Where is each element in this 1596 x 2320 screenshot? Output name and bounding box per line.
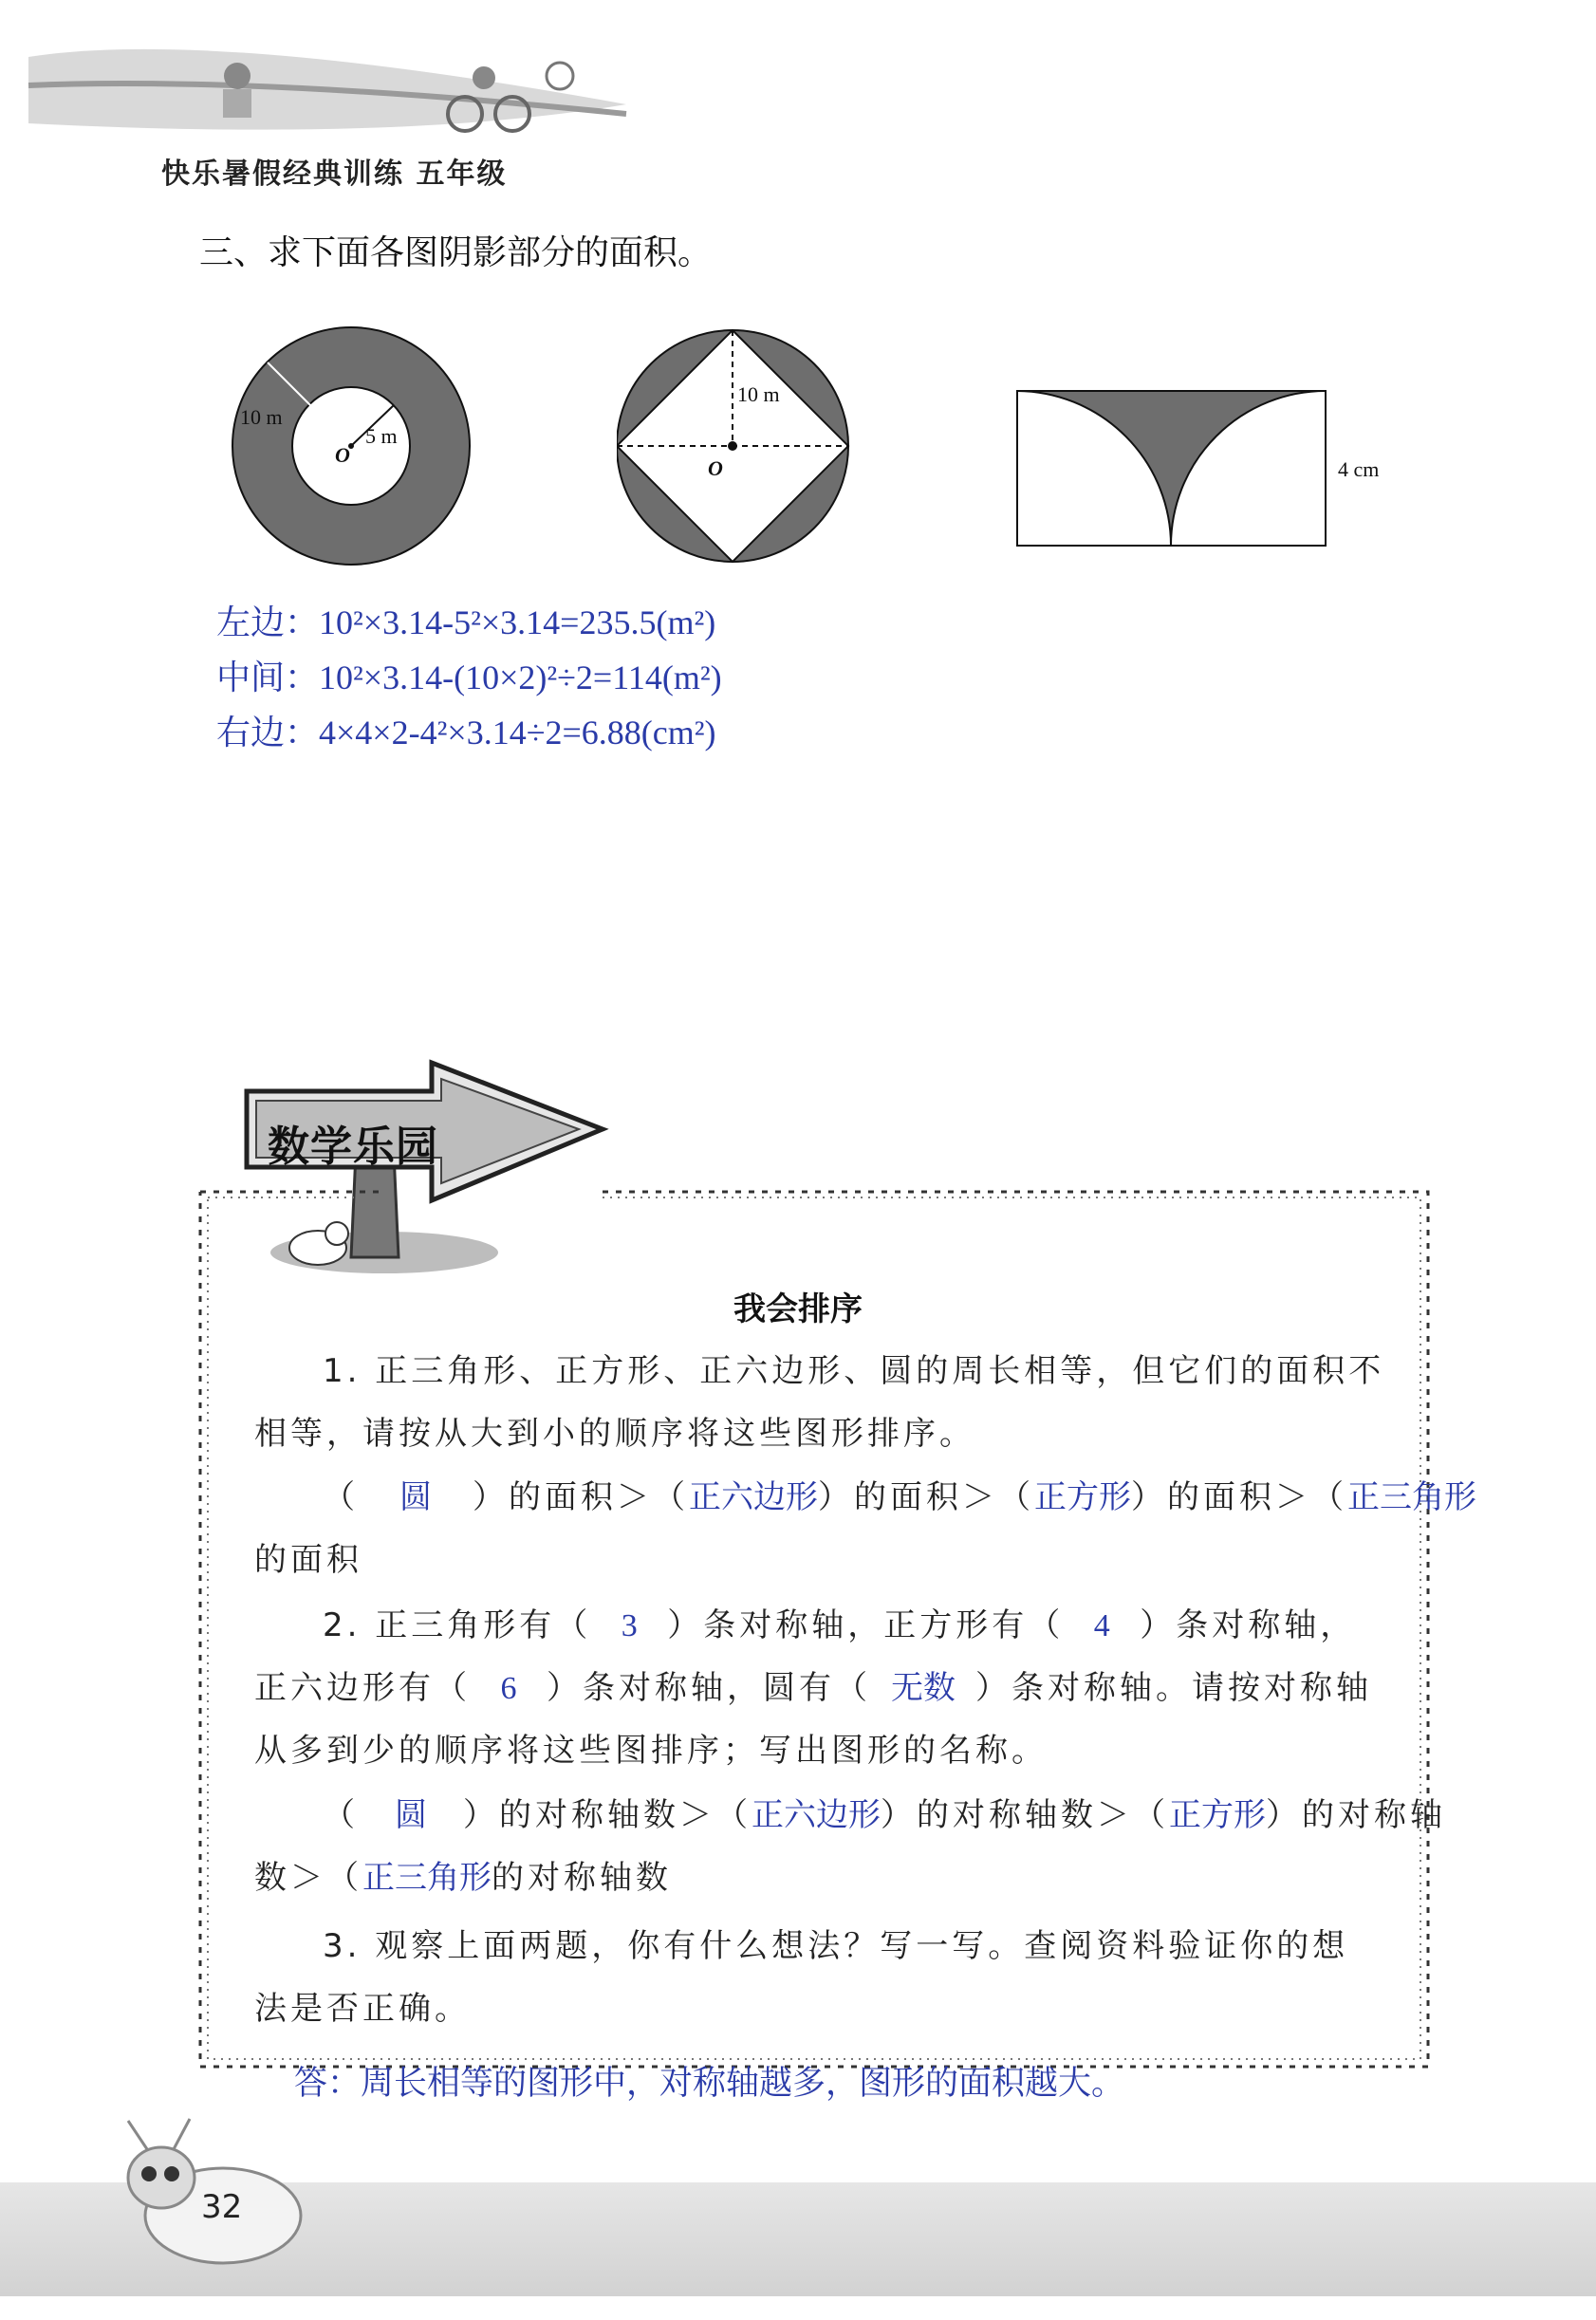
q3-answer: 答：周长相等的图形中，对称轴越多，图形的面积越大。: [294, 2065, 1125, 2103]
q1-fill-2: 正六边形: [689, 1480, 818, 1515]
section-title: 三、求下面各图阴影部分的面积。: [199, 233, 713, 272]
figure-annulus: [223, 318, 479, 574]
q2-fill-circle-axes: 无数: [891, 1671, 956, 1706]
q3-line1: 3. 观察上面两题，你有什么想法？写一写。查阅资料验证你的想: [323, 1927, 1349, 1965]
inner-radius-label: 5 m: [365, 424, 398, 448]
radius-label: 10 m: [737, 382, 780, 406]
q1-fill-4: 正三角形: [1347, 1480, 1476, 1515]
q2-order-2: 正六边形: [752, 1798, 881, 1833]
q2-ordering-cont: 数＞（正三角形的对称轴数: [254, 1859, 672, 1897]
puzzle-title: 我会排序: [733, 1290, 863, 1328]
page-number: 32: [201, 2188, 243, 2226]
q1-fill-1: 圆: [399, 1480, 432, 1515]
q2-order-3: 正方形: [1169, 1798, 1266, 1833]
q2-fill-hexagon-axes: 6: [500, 1671, 517, 1706]
answer-middle: 中间：10²×3.14-(10×2)²÷2=114(m²): [216, 659, 722, 696]
q2-order-4: 正三角形: [362, 1861, 492, 1896]
q3-line2: 法是否正确。: [254, 1990, 471, 2028]
q2-line2: 正六边形有（ 6 ）条对称轴，圆有（ 无数 ）条对称轴。请按对称轴: [254, 1657, 1372, 1720]
height-label: 4 cm: [1338, 457, 1380, 481]
figure-rectangle-arcs: [1015, 389, 1414, 550]
book-title: 快乐暑假经典训练 五年级: [161, 158, 508, 191]
answer-left: 左边：10²×3.14-5²×3.14=235.5(m²): [216, 603, 716, 641]
q2-order-1: 圆: [395, 1798, 427, 1833]
snail-mascot-icon: [90, 2111, 308, 2273]
q2-line1: 2. 正三角形有（ 3 ）条对称轴，正方形有（ 4 ）条对称轴，: [323, 1594, 1356, 1658]
q2-fill-triangle-axes: 3: [621, 1608, 638, 1643]
outer-radius-label: 10 m: [240, 405, 283, 429]
q2-ordering: （ 圆 ）的对称轴数＞（正六边形）的对称轴数＞（正方形）的对称轴: [323, 1784, 1446, 1847]
center-label: O: [708, 456, 723, 480]
answer-right: 右边：4×4×2-4²×3.14÷2=6.88(cm²): [216, 714, 716, 752]
center-label: O: [335, 443, 350, 467]
figure-circle-square: [617, 318, 863, 565]
q2-line3: 从多到少的顺序将这些图排序；写出图形的名称。: [254, 1732, 1048, 1770]
q1-ordering: （ 圆 ）的面积＞（正六边形）的面积＞（正方形）的面积＞（正三角形: [323, 1466, 1476, 1530]
sign-label: 数学乐园: [268, 1123, 438, 1171]
q1-line1: 1. 正三角形、正方形、正六边形、圆的周长相等，但它们的面积不: [323, 1352, 1385, 1390]
q1-fill-3: 正方形: [1034, 1480, 1131, 1515]
q2-fill-square-axes: 4: [1093, 1608, 1110, 1643]
q1-tail: 的面积: [254, 1541, 362, 1579]
q1-line2: 相等，请按从大到小的顺序将这些图形排序。: [254, 1415, 975, 1453]
header-illustration: [19, 19, 636, 161]
